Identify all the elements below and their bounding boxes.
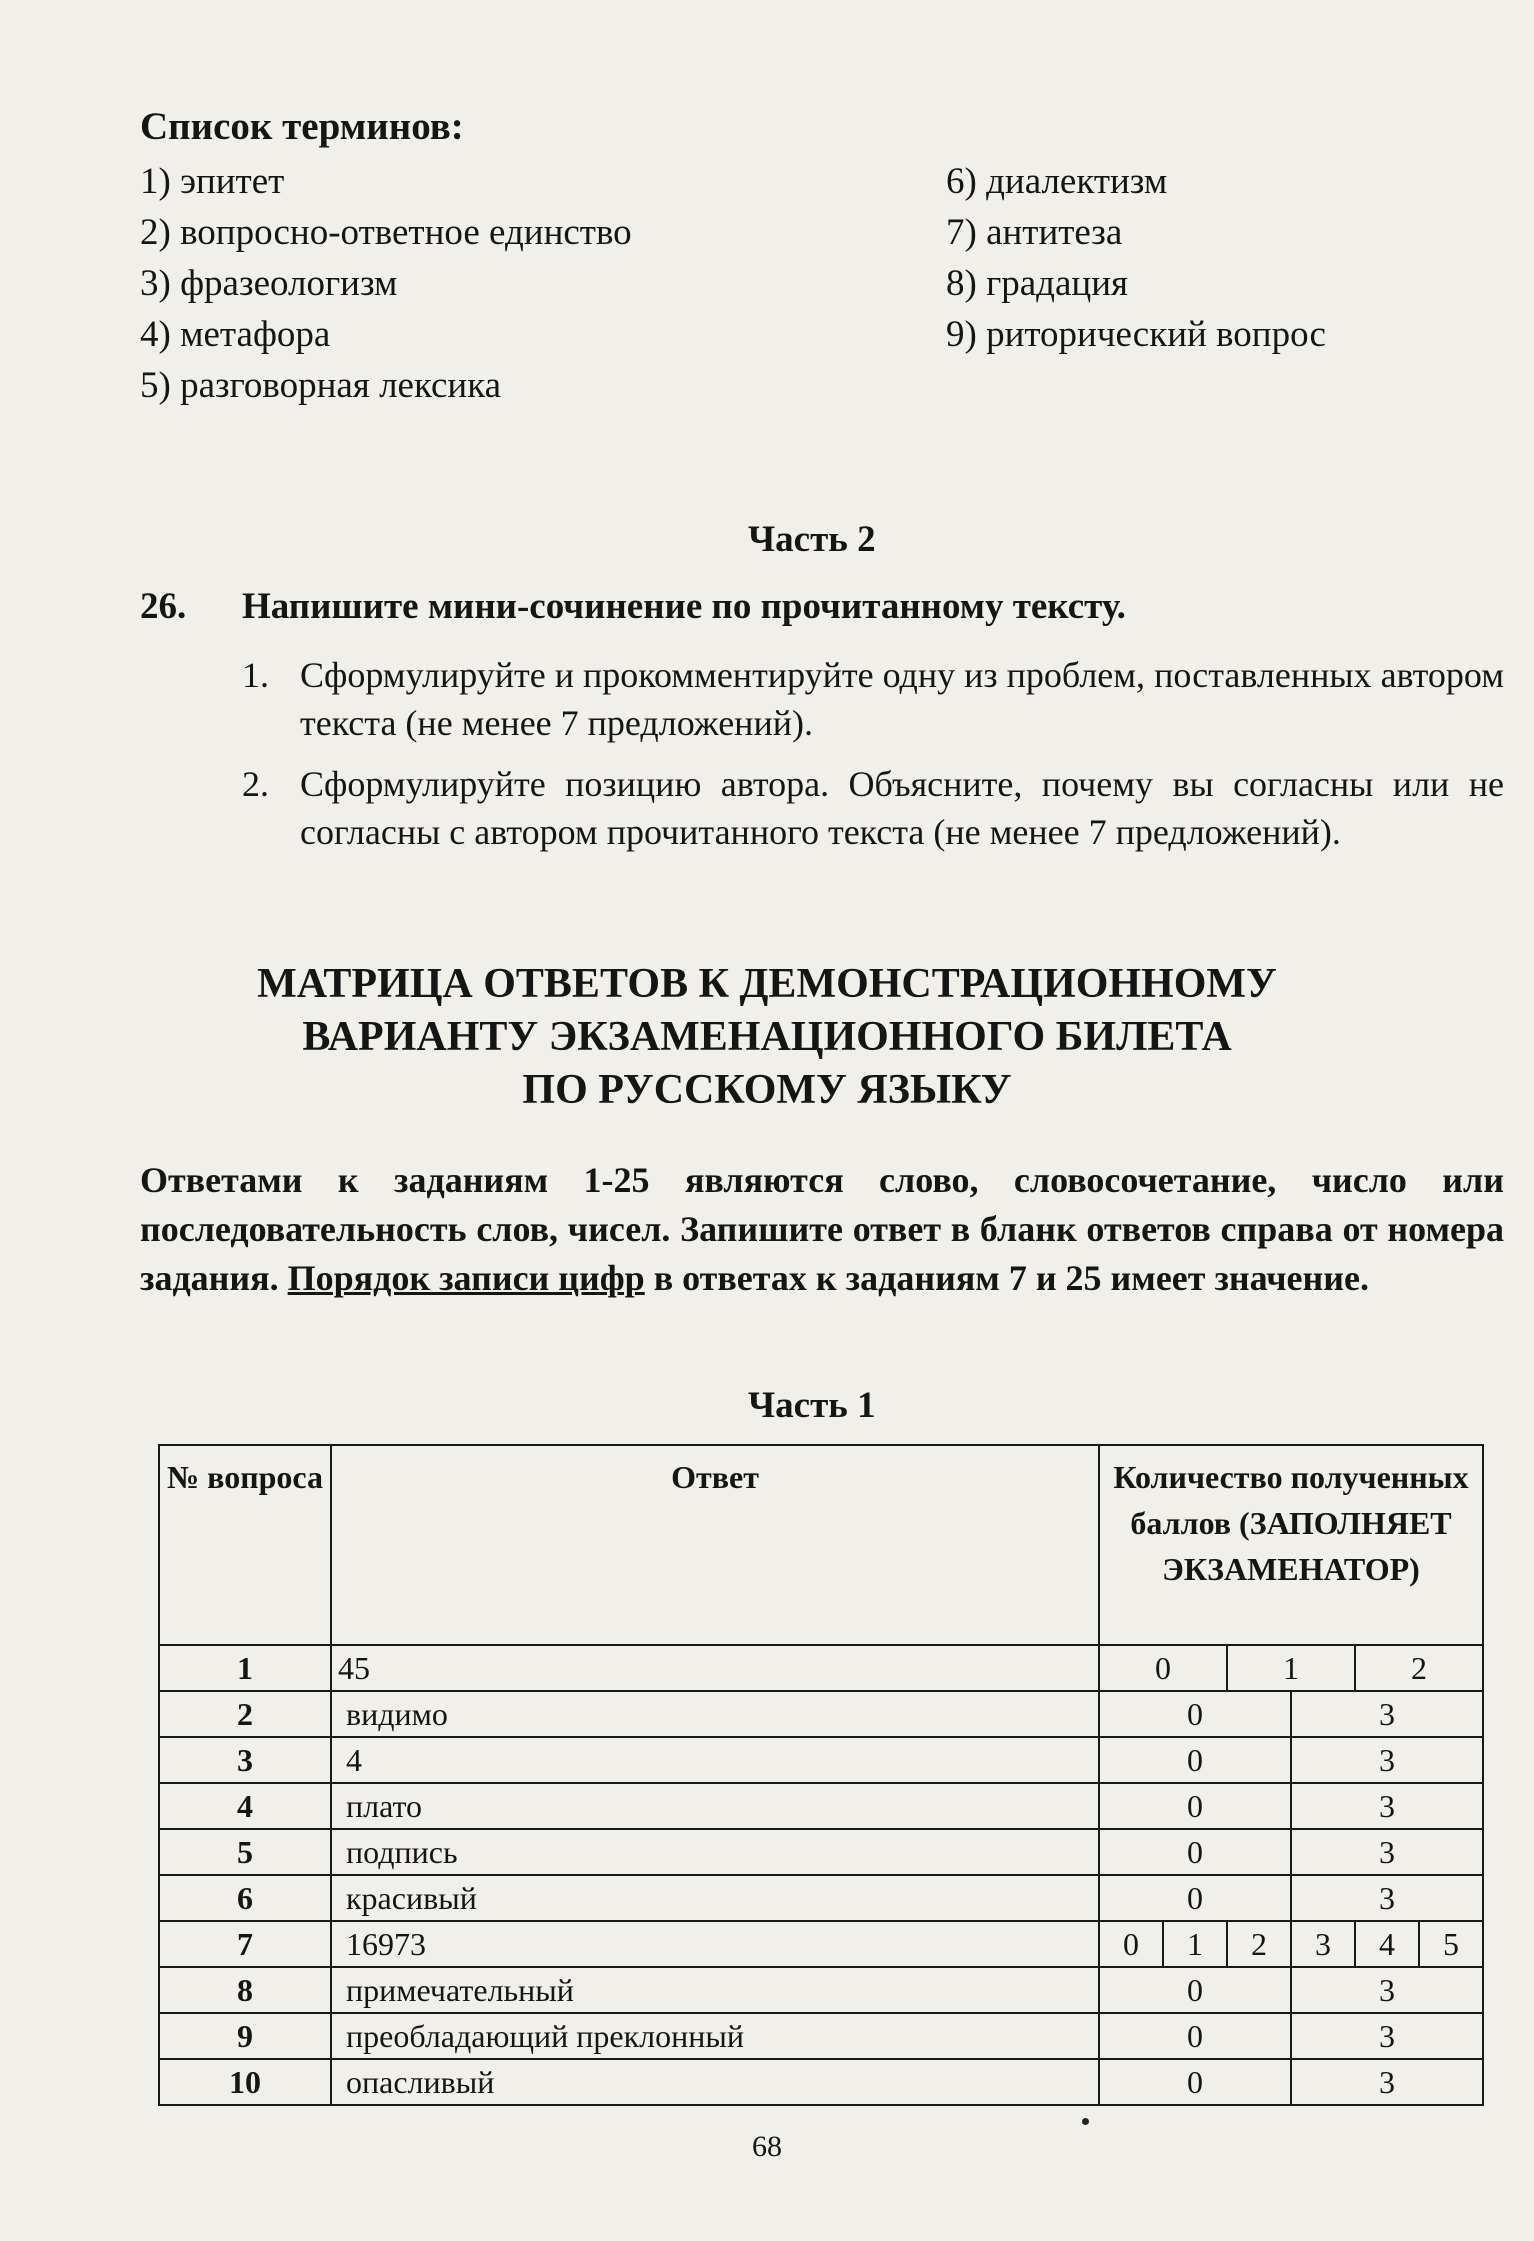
score-option: 0 — [1187, 1696, 1203, 1732]
table-row — [159, 1967, 1483, 2013]
score-cell — [1099, 1829, 1483, 1875]
answer-cell: примечательный — [331, 1967, 1099, 2013]
task-item-text: Сформулируйте и прокомментируйте одну из проблем, поставленных автором текста (не менее 7 предложений). — [300, 655, 1504, 743]
task-number: 26. — [140, 586, 187, 627]
table-header-row — [159, 1445, 1483, 1645]
score-option: 3 — [1290, 1968, 1482, 2012]
score-option: 0 — [1187, 1834, 1203, 1870]
table-row — [159, 1921, 1483, 1967]
term-item: 6) диалектизм — [946, 161, 1168, 202]
score-option: 0 — [1187, 1788, 1203, 1824]
score-option: 0 — [1123, 1926, 1139, 1962]
answer-cell: подпись — [331, 1829, 1099, 1875]
score-cell — [1099, 2059, 1483, 2105]
part2-title: Часть 2 — [748, 519, 876, 560]
instruction-underlined: Порядок записи цифр — [287, 1258, 645, 1298]
score-option: 3 — [1290, 1692, 1482, 1736]
question-number: 8 — [159, 1967, 331, 2013]
answer-cell: плато — [331, 1783, 1099, 1829]
answer-cell: 45 — [331, 1645, 1099, 1691]
question-number: 9 — [159, 2013, 331, 2059]
answer-rows — [159, 1645, 1483, 2105]
matrix-title-line: ПО РУССКОМУ ЯЗЫКУ — [522, 1067, 1012, 1113]
question-number: 2 — [159, 1691, 331, 1737]
question-number: 5 — [159, 1829, 331, 1875]
table-row — [159, 1691, 1483, 1737]
score-option: 0 — [1187, 1742, 1203, 1778]
answer-cell: видимо — [331, 1691, 1099, 1737]
table-row — [159, 2059, 1483, 2105]
instruction-text: Ответами к заданиям 1-25 являются слово, словосочетание, число или последовательность слов, чисел. Запишите ответ в бланк ответов справа от номера задания. — [140, 1160, 1504, 1298]
score-cell — [1099, 1921, 1483, 1967]
answer-cell: 4 — [331, 1737, 1099, 1783]
score-option: 3 — [1290, 1830, 1482, 1874]
question-number: 3 — [159, 1737, 331, 1783]
page-dot — [1082, 2118, 1089, 2125]
score-cell — [1099, 1967, 1483, 2013]
score-cell — [1099, 2013, 1483, 2059]
score-option: 0 — [1187, 2018, 1203, 2054]
score-option: 5 — [1418, 1922, 1482, 1966]
table-row — [159, 1829, 1483, 1875]
table-row — [159, 1783, 1483, 1829]
task-item-number: 1. — [242, 655, 269, 695]
term-item: 5) разговорная лексика — [140, 365, 502, 406]
answer-cell: опасливый — [331, 2059, 1099, 2105]
term-item: 7) антитеза — [946, 212, 1123, 253]
score-option: 3 — [1290, 2014, 1482, 2058]
answer-cell: 16973 — [331, 1921, 1099, 1967]
part1-title: Часть 1 — [748, 1385, 876, 1426]
score-cell — [1099, 1691, 1483, 1737]
score-option: 0 — [1187, 1880, 1203, 1916]
table-row — [159, 1645, 1483, 1691]
matrix-title-line: ВАРИАНТУ ЭКЗАМЕНАЦИОННОГО БИЛЕТА — [302, 1014, 1232, 1060]
term-item: 4) метафора — [140, 314, 331, 355]
table-row — [159, 1875, 1483, 1921]
score-option: 3 — [1290, 2060, 1482, 2104]
score-option: 3 — [1290, 1922, 1354, 1966]
task-26 — [140, 585, 1126, 628]
task-item — [242, 760, 1504, 856]
question-number: 7 — [159, 1921, 331, 1967]
table-row — [159, 2013, 1483, 2059]
answer-cell: красивый — [331, 1875, 1099, 1921]
task-text: Напишите мини-сочинение по прочитанному тексту. — [242, 586, 1126, 627]
answer-table — [158, 1444, 1484, 2106]
score-option: 4 — [1354, 1922, 1418, 1966]
terms-heading: Список терминов: — [140, 105, 464, 148]
term-item: 1) эпитет — [140, 161, 285, 202]
header-question-number: № вопроса — [159, 1445, 331, 1645]
score-option: 2 — [1354, 1646, 1482, 1690]
score-option: 1 — [1226, 1646, 1354, 1690]
term-item: 8) градация — [946, 263, 1129, 304]
question-number: 10 — [159, 2059, 331, 2105]
score-cell — [1099, 1737, 1483, 1783]
task-item — [242, 651, 1504, 747]
score-option: 0 — [1187, 2064, 1203, 2100]
question-number: 4 — [159, 1783, 331, 1829]
score-cell — [1099, 1875, 1483, 1921]
term-item: 9) риторический вопрос — [946, 314, 1326, 355]
score-cell — [1099, 1783, 1483, 1829]
header-answer: Ответ — [331, 1445, 1099, 1645]
score-option: 0 — [1155, 1650, 1171, 1686]
header-score: Количество полученных баллов (ЗАПОЛНЯЕТ ЭКЗАМЕНАТОР) — [1099, 1445, 1483, 1645]
score-option: 1 — [1162, 1922, 1226, 1966]
term-item: 3) фразеологизм — [140, 263, 398, 304]
score-option: 2 — [1226, 1922, 1290, 1966]
question-number: 6 — [159, 1875, 331, 1921]
answer-cell: преобладающий преклонный — [331, 2013, 1099, 2059]
score-cell — [1099, 1645, 1483, 1691]
term-item: 2) вопросно-ответное единство — [140, 212, 632, 253]
matrix-title-line: МАТРИЦА ОТВЕТОВ К ДЕМОНСТРАЦИОННОМУ — [257, 961, 1277, 1007]
score-option: 3 — [1290, 1784, 1482, 1828]
page-number: 68 — [752, 2130, 782, 2163]
instruction-text-end: в ответах к заданиям 7 и 25 имеет значение. — [644, 1258, 1369, 1298]
task-item-number: 2. — [242, 764, 269, 804]
matrix-title — [180, 958, 1354, 1117]
question-number: 1 — [159, 1645, 331, 1691]
score-option: 3 — [1290, 1738, 1482, 1782]
task-item-text: Сформулируйте позицию автора. Объясните, почему вы согласны или не согласны с автором прочитанного текста (не менее 7 предложений). — [300, 764, 1504, 852]
table-row — [159, 1737, 1483, 1783]
score-option: 3 — [1290, 1876, 1482, 1920]
answer-instruction — [140, 1156, 1504, 1303]
score-option: 0 — [1187, 1972, 1203, 2008]
